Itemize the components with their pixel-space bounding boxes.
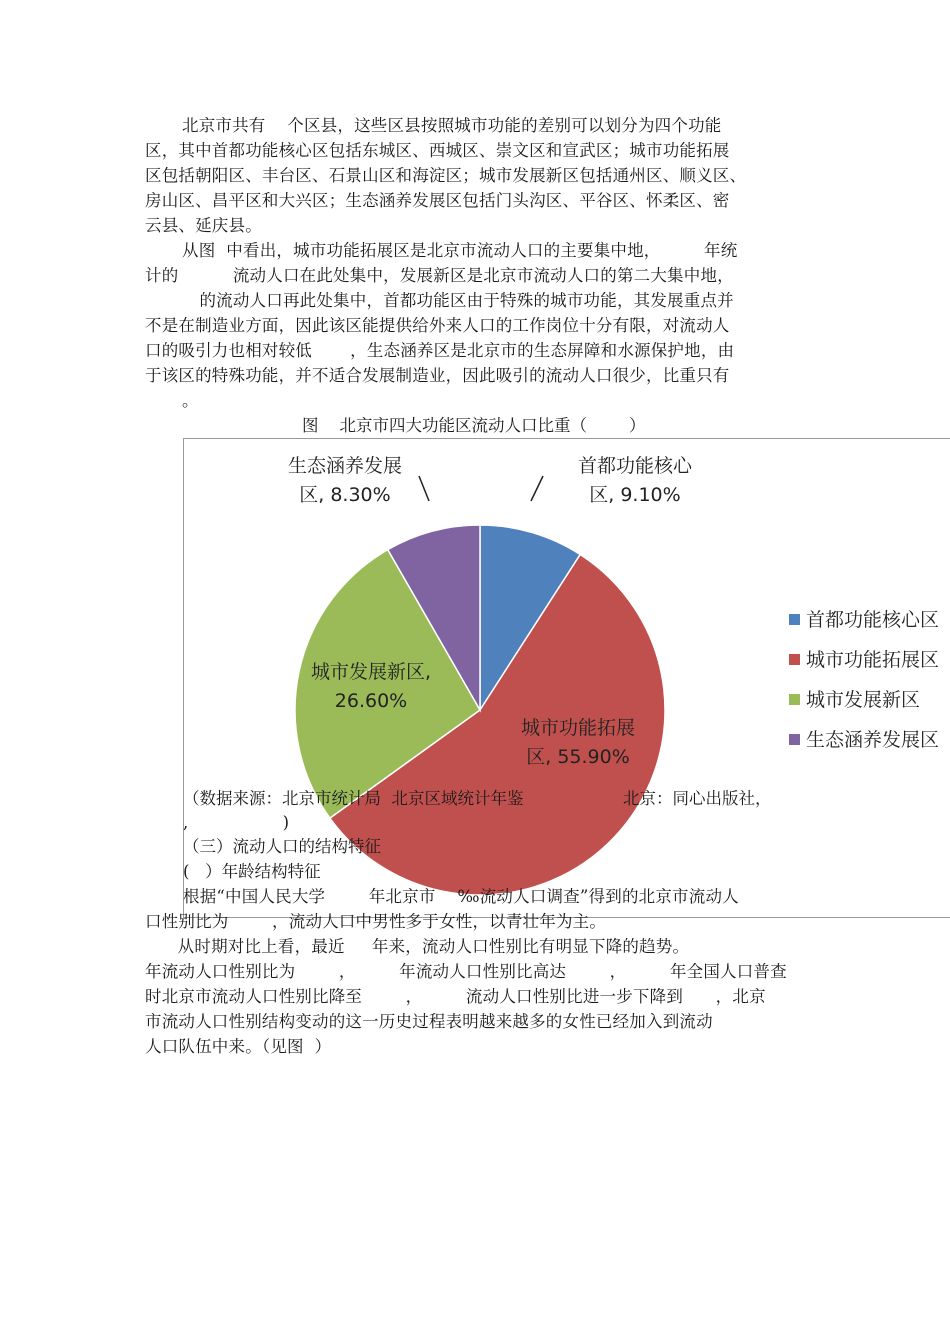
paragraph2-line: 于该区的特殊功能，并不适合发展制造业，因此吸引的流动人口很少，比重只有 xyxy=(145,366,730,385)
paragraph3-line: 口性别比为 ，流动人口中男性多于女性，以青壮年为主。 xyxy=(145,912,607,931)
legend-swatch-ecological xyxy=(789,734,800,745)
data-label-core: 首都功能核心区, 9.10% xyxy=(577,455,693,506)
paragraph4-line: 市流动人口性别结构变动的这一历史过程表明越来越多的女性已经加入到流动 xyxy=(145,1012,713,1031)
source-note-part2: 北京：同心出版社， xyxy=(623,789,772,808)
paragraph2-line: 计的 流动人口在此处集中，发展新区是北京市流动人口的第二大集中地， xyxy=(145,266,734,285)
pie-chart xyxy=(183,438,950,878)
paragraph1-line: 云县、延庆县。 xyxy=(145,216,262,235)
paragraph2-line: 。 xyxy=(182,391,199,410)
paragraph2-line: 从图 中看出，城市功能拓展区是北京市流动人口的主要集中地， 年统 xyxy=(182,241,738,260)
data-label-expansion: 城市功能拓展区, 55.90% xyxy=(520,717,636,768)
legend-label-new-development: 城市发展新区 xyxy=(806,689,921,711)
paragraph1-line: 房山区、昌平区和大兴区；生态涵养发展区包括门头沟区、平谷区、怀柔区、密 xyxy=(145,191,730,210)
figure-caption: 图 北京市四大功能区流动人口比重（ ） xyxy=(302,416,646,435)
legend-label-expansion: 城市功能拓展区 xyxy=(806,649,940,671)
source-note-part1: （数据来源：北京市统计局 北京区域统计年鉴 xyxy=(183,789,524,808)
legend-swatch-expansion xyxy=(789,654,800,665)
legend-swatch-core xyxy=(789,614,800,625)
leader-line-core xyxy=(531,476,543,501)
paragraph1-line: 区，其中首都功能核心区包括东城区、西城区、崇文区和宣武区；城市功能拓展 xyxy=(145,141,730,160)
paragraph2-line: 不是在制造业方面，因此该区能提供给外来人口的工作岗位十分有限，对流动人 xyxy=(145,316,730,335)
legend-label-ecological: 生态涵养发展区 xyxy=(806,729,940,751)
paragraph4-line: 人口队伍中来。（见图 ） xyxy=(145,1037,332,1056)
paragraph4-line: 从时期对比上看，最近 年来，流动人口性别比有明显下降的趋势。 xyxy=(145,937,690,956)
legend-label-core: 首都功能核心区 xyxy=(806,609,940,631)
legend-swatch-new-development xyxy=(789,694,800,705)
paragraph3-line: 根据“中国人民大学 年北京市 ‰流动人口调查”得到的北京市流动人 xyxy=(183,887,739,906)
legend xyxy=(789,609,939,751)
paragraph2-line: 口的吸引力也相对较低 ，生态涵养区是北京市的生态屏障和水源保护地，由 xyxy=(145,341,735,360)
subsection-heading: ( ）年龄结构特征 xyxy=(183,862,321,881)
leader-line-ecological xyxy=(419,476,429,501)
data-label-new-development: 城市发展新区, 26.60% xyxy=(310,661,432,712)
section-heading: （三）流动人口的结构特征 xyxy=(183,837,381,856)
paragraph2-line: 的流动人口再此处集中，首都功能区由于特殊的城市功能，其发展重点并 xyxy=(145,291,734,310)
paragraph1-line: 区包括朝阳区、丰台区、石景山区和海淀区；城市发展新区包括通州区、顺义区、 xyxy=(145,166,747,185)
source-note-line2: , ) xyxy=(183,813,290,832)
paragraph4-line: 时北京市流动人口性别比降至 ， 流动人口性别比进一步下降到 ，北京 xyxy=(145,987,766,1006)
paragraph4-line: 年流动人口性别比为 ， 年流动人口性别比高达 ， 年全国人口普查 xyxy=(145,962,787,981)
paragraph1-line: 北京市共有 个区县，这些区县按照城市功能的差别可以划分为四个功能 xyxy=(182,116,722,135)
data-label-ecological: 生态涵养发展区, 8.30% xyxy=(287,455,403,506)
